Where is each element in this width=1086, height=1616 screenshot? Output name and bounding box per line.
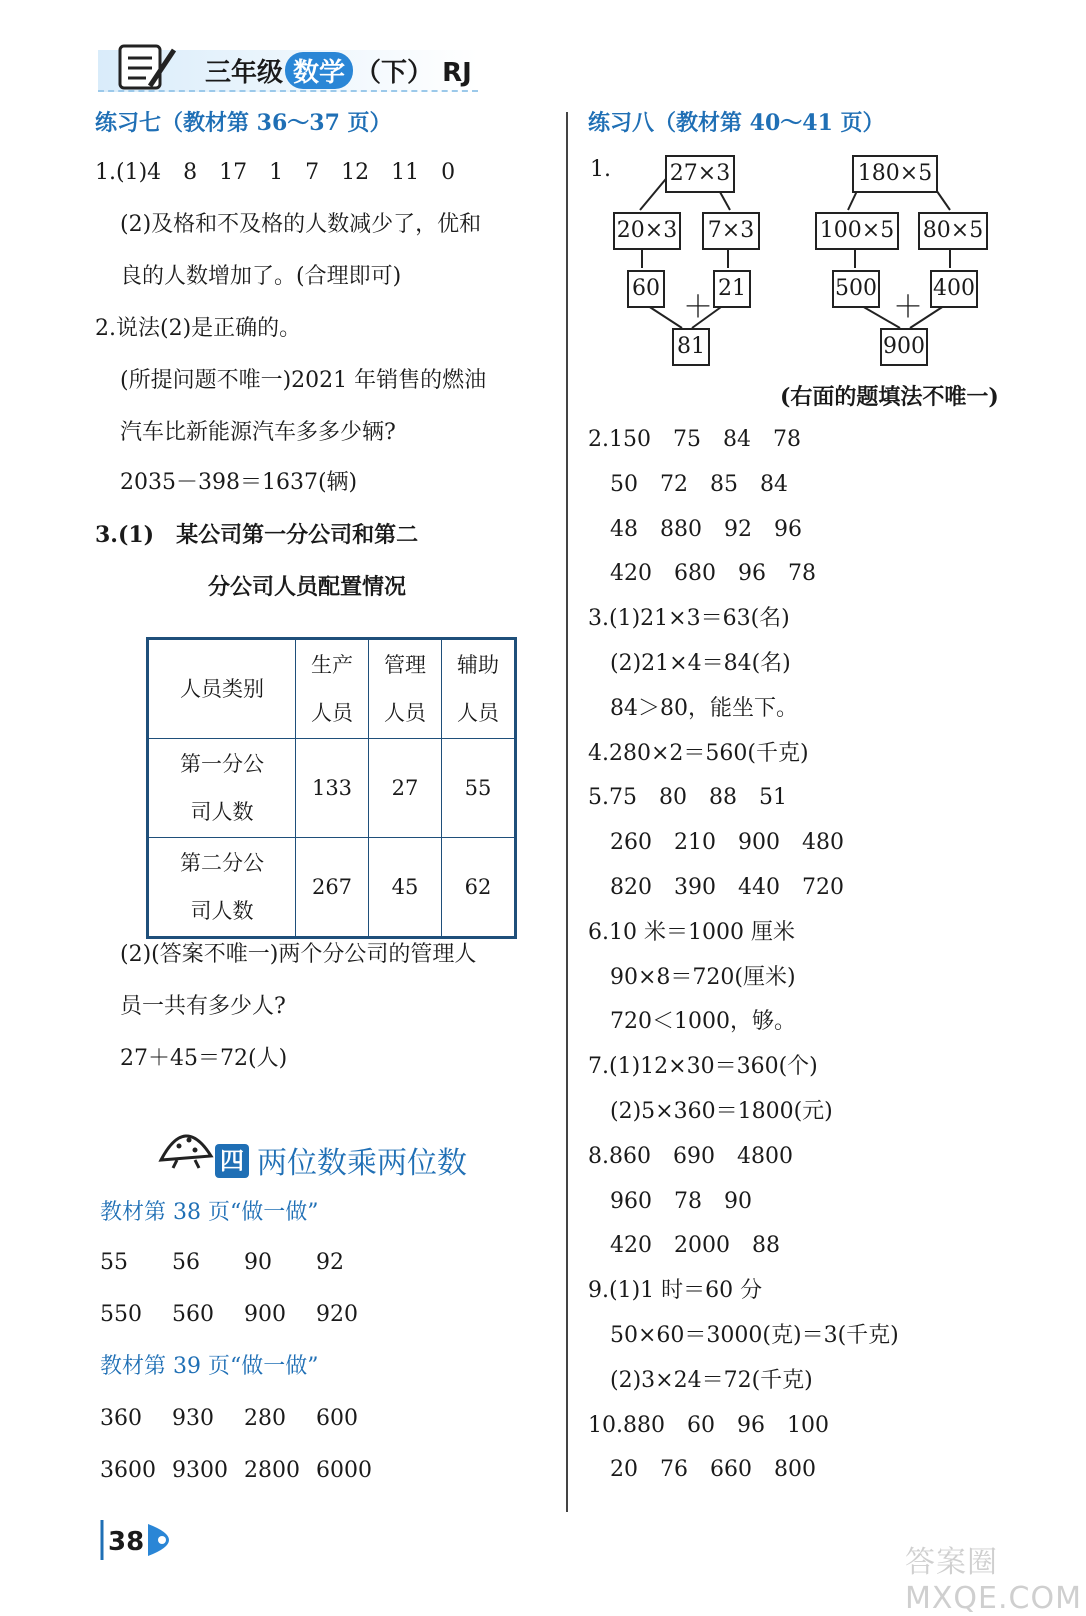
answer-line: 9.(1)1 时＝60 分 [588, 1278, 763, 1304]
plus-sign: ＋ [893, 290, 923, 325]
diagram-box: 81 [672, 328, 710, 366]
answer-line: 5.75 80 88 51 [588, 785, 787, 811]
q3-table-title-2: 分公司人员配置情况 [208, 574, 407, 600]
answer-cell: 280 [244, 1406, 286, 1431]
table-row [148, 838, 516, 938]
answer-cell: 90 [244, 1250, 272, 1275]
p38-row-1 [100, 1248, 344, 1278]
q2-question-line2: 汽车比新能源汽车多多少辆? [120, 420, 396, 445]
chapter-number-badge: 四 [215, 1144, 249, 1178]
table-cell: 133 [296, 739, 369, 838]
diagram-box: 100×5 [815, 212, 899, 250]
table-cell: 第一分公 司人数 [148, 739, 296, 838]
header-subject-badge: 数学 [285, 52, 353, 89]
column-divider [566, 112, 568, 1512]
notebook-pencil-icon [112, 40, 182, 94]
exercise-8-title: 练习八（教材第 40～41 页） [588, 110, 885, 136]
diagram-box: 400 [930, 270, 978, 308]
p38-section-title: 教材第 38 页“做一做” [100, 1200, 319, 1225]
table-cell: 62 [442, 838, 516, 938]
answer-line: 260 210 900 480 [588, 830, 844, 856]
answer-line: 6.10 米＝1000 厘米 [588, 919, 795, 945]
answer-cell: 360 [100, 1406, 142, 1431]
plus-sign: ＋ [683, 290, 713, 325]
q2-answer-line: 2.说法(2)是正确的。 [95, 316, 302, 341]
table-header-cell: 人员类别 [148, 639, 296, 739]
table-cell: 45 [369, 838, 442, 938]
chapter-title: 两位数乘两位数 [257, 1146, 467, 1181]
answer-cell: 600 [316, 1406, 358, 1431]
header-grade: 三年级 [205, 58, 284, 88]
answer-cell: 3600 [100, 1458, 156, 1483]
diagram-box: 180×5 [852, 155, 938, 193]
header-title [205, 52, 472, 89]
answer-line: 84＞80，能坐下。 [588, 695, 798, 721]
answer-line: 8.860 690 4800 [588, 1143, 793, 1169]
p39-section-title: 教材第 39 页“做一做” [100, 1354, 319, 1379]
table-header-cell: 辅助 人员 [442, 639, 516, 739]
diagram-box: 7×3 [702, 212, 760, 250]
q3-part2-line2: 员一共有多少人? [120, 994, 286, 1019]
diagram-box: 27×3 [665, 155, 735, 193]
answer-line: 820 390 440 720 [588, 875, 844, 900]
q2-equation: 2035－398＝1637(辆) [120, 470, 358, 495]
answer-line: 50 72 85 84 [588, 471, 788, 497]
answer-line: 50×60＝3000(克)＝3(千克) [588, 1323, 899, 1348]
answer-cell: 6000 [316, 1458, 372, 1483]
answer-line: 420 2000 88 [588, 1233, 780, 1259]
answer-line: 2.150 75 84 78 [588, 427, 801, 452]
table-header-cell: 生产 人员 [296, 639, 369, 739]
q1-note: (右面的题填法不唯一) [780, 384, 999, 410]
watermelon-mascot-icon [155, 1110, 217, 1170]
answer-cell: 56 [172, 1250, 200, 1275]
q3-equation: 27＋45＝72(人) [120, 1046, 288, 1071]
diagram-box: 900 [880, 328, 928, 366]
exercise-7-title: 练习七（教材第 36～37 页） [95, 110, 392, 136]
answer-cell: 2800 [244, 1458, 300, 1483]
q3-table-title-1: 3.(1) 某公司第一分公司和第二 [95, 522, 419, 548]
answer-line: 10.880 60 96 100 [588, 1412, 829, 1438]
answer-cell: 9300 [172, 1458, 228, 1483]
diagram-box: 500 [832, 270, 880, 308]
answer-cell: 930 [172, 1406, 214, 1431]
answer-cell: 900 [244, 1302, 286, 1327]
answer-line: 3.(1)21×3＝63(名) [588, 606, 790, 632]
table-cell: 第二分公 司人数 [148, 838, 296, 938]
answer-line: 90×8＝720(厘米) [588, 964, 796, 990]
q3-part2-line1: (2)(答案不唯一)两个分公司的管理人 [120, 942, 477, 967]
answer-line: (2)21×4＝84(名) [588, 651, 791, 676]
table-row [148, 739, 516, 838]
answer-cell: 55 [100, 1250, 128, 1275]
answer-line: 48 880 92 96 [588, 516, 802, 542]
p39-row-2 [100, 1456, 372, 1486]
answer-cell: 560 [172, 1302, 214, 1327]
answer-line: (2)3×24＝72(千克) [588, 1367, 813, 1393]
diagram-box: 21 [713, 270, 751, 308]
answer-cell: 92 [316, 1250, 344, 1275]
q1-label: 1. [590, 157, 611, 182]
table-header-row [148, 639, 516, 739]
answer-line: 420 680 96 78 [588, 561, 816, 587]
table-cell: 267 [296, 838, 369, 938]
answer-cell: 920 [316, 1302, 358, 1327]
table-cell: 27 [369, 739, 442, 838]
q2-question-line1: (所提问题不唯一)2021 年销售的燃油 [120, 368, 487, 393]
p39-row-1 [100, 1404, 358, 1434]
q1-part2-line2: 良的人数增加了。(合理即可) [120, 264, 402, 289]
answer-line: 4.280×2＝560(千克) [588, 740, 809, 766]
q1-answer-line: 1.(1)4 8 17 1 7 12 11 0 [95, 160, 456, 185]
diagram-box: 80×5 [918, 212, 988, 250]
table-header-cell: 管理 人员 [369, 639, 442, 739]
answer-cell: 550 [100, 1302, 142, 1327]
p38-row-2 [100, 1300, 358, 1330]
answer-line: 20 76 660 800 [588, 1457, 816, 1483]
table-cell: 55 [442, 739, 516, 838]
watermark: 答案圈 MXQE.COM [905, 1545, 1082, 1616]
page-number: 38 [108, 1527, 145, 1557]
answer-line: 960 78 90 [588, 1188, 752, 1214]
answer-line: (2)5×360＝1800(元) [588, 1099, 833, 1124]
diagram-box: 60 [627, 270, 665, 308]
answer-line: 720＜1000，够。 [588, 1009, 796, 1035]
answer-line: 7.(1)12×30＝360(个) [588, 1054, 818, 1080]
header-volume: （下） RJ [355, 58, 472, 88]
q1-part2-line1: (2)及格和不及格的人数减少了，优和 [120, 212, 482, 237]
diagram-box: 20×3 [613, 212, 681, 250]
staff-config-table [146, 637, 517, 939]
